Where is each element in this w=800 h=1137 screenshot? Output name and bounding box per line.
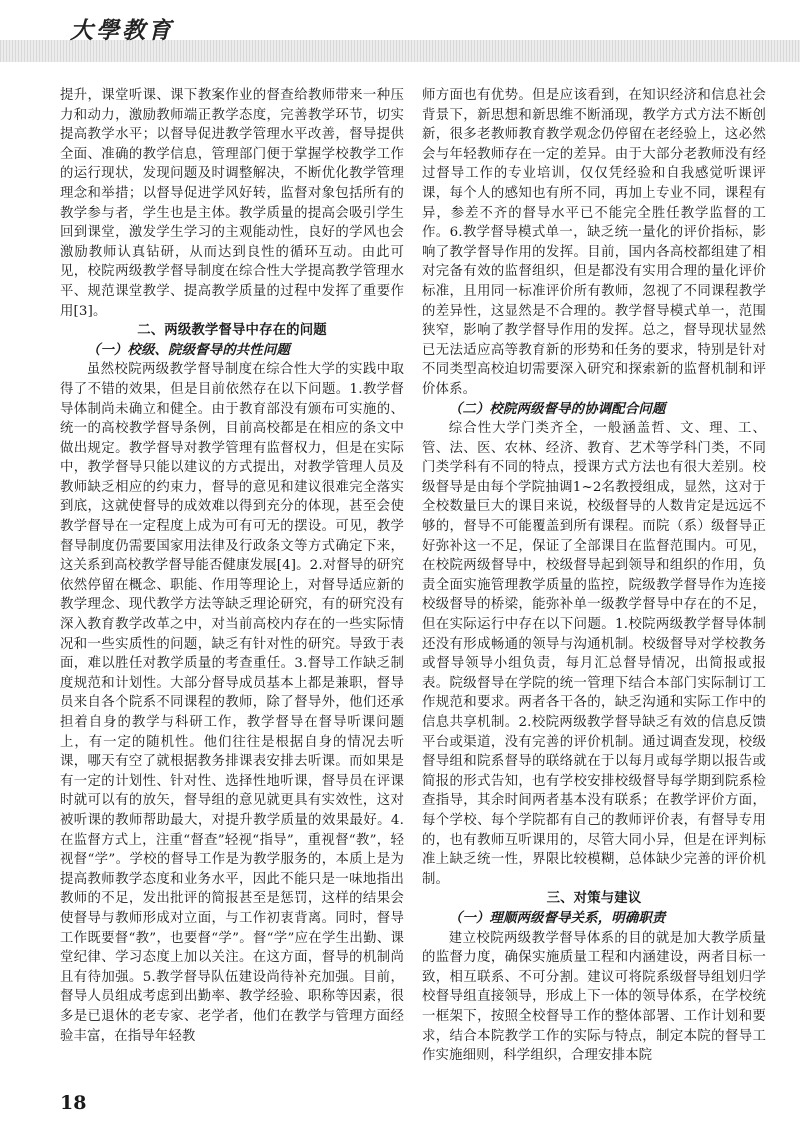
- paragraph: 虽然校院两级教学督导制度在综合性大学的实践中取得了不错的效果，但是目前依然存在以下问题。1.教学督导体制尚未确立和健全。由于教育部没有颁布可实施的、统一的高校教学督导条例，目前高校都是在相应的条文中做出规定。教学督导对教学管理有监督权力，但是在实际中，教学督导只能以建议的方式提出，对教学管理人员及教师缺乏相应的约束力，督导的意见和建议很难完全落实到底，这就使督导的成效难以得到充分的体现，甚至会使教学督导在一定程度上成为可有可无的摆设。可见，教学督导制度仍需要国家用法律及行政条文等方式确定下来，这关系到高校教学督导能否健康发展[4]。2.对督导的研究依然停留在概念、职能、作用等理论上，对督导适应新的教学理念、现代教学方法等缺乏理论研究，有的研究没有深入教育教学改革之中，对当前高校内存在的一些实际情况和一些实质性的问题，缺乏有针对性的研究。导致于表面，难以胜任对教学质量的考查重任。3.督导工作缺乏制度规范和计划性。大部分督导成员基本上都是兼职，督导员来自各个院系不同课程的教师，除了督导外，他们还承担着自身的教学与科研工作，教学督导在督导听课问题上，有一定的随机性。他们往往是根据自身的情况去听课，哪天有空了就根据教务排课表安排去听课。而如果是有一定的计划性、针对性、选择性地听课，督导员在评课时就可以有的放矢，督导组的意见就更具有实效性，这对被听课的教师帮助最大，对提升教学质量的效果最好。4.在监督方式上，注重“督查”轻视“指导”，重视督“教”，轻视督“学”。学校的督导工作是为教学服务的，本质上是为提高教师教学态度和业务水平，因此不能只是一味地指出教师的不足，发出批评的简报甚至是惩罚，这样的结果会使督导与教师形成对立面，与工作初衷背离。同时，督导工作既要督“教”，也要督“学”。督“学”应在学生出勤、课堂纪律、学习态度上加以关注。在这方面，督导的机制尚且有待加强。5.教学督导队伍建设尚待补充加强。目前，督导人员组成考虑到出勤率、教学经验、职称等因素，很多是已退休的老专家、老学者，他们在教学与管理方面经验丰富，在指导年轻教: [60, 362, 404, 1044]
- right-column: [422, 86, 766, 1066]
- section-heading: 三、对策与建议: [546, 890, 642, 907]
- paragraph: 提升，课堂听课、课下教案作业的督查给教师带来一种压力和动力，激励教师端正教学态度，完善教学环节，切实提高教学水平；以督导促进教学管理水平改善，督导提供全面、准确的教学信息，管理部门便于掌握学校教学工作的运行现状，发现问题及时调整解决，不断优化教学管理理念和举措；以督导促进学风好转，监督对象包括所有的教学参与者，学生也是主体。教学质量的提高会吸引学生回到课堂，激发学生学习的主观能动性，良好的学风也会激励教师认真钻研，从而达到良性的循环互动。由此可见，校院两级教学督导制度在综合性大学提高教学管理水平、规范课堂教学、提高教学质量的过程中发挥了重要作用[3]。: [60, 88, 404, 319]
- page-header: [0, 0, 800, 62]
- paragraph: 师方面也有优势。但是应该看到，在知识经济和信息社会背景下，新思想和新思维不断涌现，教学方式方法不断创新，很多老教师教育教学观念仍停留在老经验上，这必然会与年轻教师存在一定的差异。由于大部分老教师没有经过督导工作的专业培训，仅仅凭经验和自我感觉听课评课，每个人的感知也有所不同，再加上专业不同，课程有异，参差不齐的督导水平已不能完全胜任教学监督的工作。6.教学督导模式单一，缺乏统一量化的评价指标，影响了教学督导作用的发挥。目前，国内各高校都组建了相对完备有效的监督组织，但是都没有实用合理的量化评价标准，且用同一标准评价所有教师，忽视了不同课程教学的差异性，这显然是不合理的。教学督导模式单一，范围狭窄，影响了教学督导作用的发挥。总之，督导现状显然已无法适应高等教育新的形势和任务的要求，特别是针对不同类型高校迫切需要深入研究和探索新的监督机制和评价体系。: [422, 88, 766, 397]
- journal-title: 大學教育: [70, 17, 174, 44]
- paragraph: 建立校院两级教学督导体系的目的就是加大教学质量的监督力度，确保实施质量工程和内涵建设，两者目标一致，相互联系、不可分割。建议可将院系级督导组划归学校督导组直接领导，形成上下一体的领导体系，在学校统一框架下，按照全校督导工作的整体部署、工作计划和要求，结合本院教学工作的实际与特点，制定本院的督导工作实施细则，科学组织，合理安排本院: [422, 930, 766, 1064]
- left-column: [60, 86, 404, 1046]
- section-heading: 二、两级教学督导中存在的问题: [137, 322, 327, 339]
- page-number: 18: [60, 1092, 87, 1114]
- subsection-heading: （一）理顺两级督导关系，明确职责: [448, 909, 666, 926]
- paragraph: 综合性大学门类齐全，一般涵盖哲、文、理、工、管、法、医、农林、经济、教育、艺术等学科门类，不同门类学科有不同的特点，授课方式方法也有很大差别。校级督导是由每个学院抽调1~2名教授组成，显然，这对于全校数量巨大的课目来说，校级督导的人数肯定是远远不够的，督导不可能覆盖到所有课程。而院（系）级督导正好弥补这一不足，保证了全部课目在监督范围内。可见，在校院两级督导中，校级督导起到领导和组织的作用，负责全面实施管理教学质量的监控，院级教学督导作为连接校级督导的桥梁，能弥补单一级教学督导中存在的不足，但在实际运行中存在以下问题。1.校院两级教学督导体制还没有形成畅通的领导与沟通机制。校级督导对学校教务或督导领导小组负责，每月汇总督导情况，出简报或报表。院级督导在学院的统一管理下结合本部门实际制订工作规范和要求。两者各干各的，缺乏沟通和实际工作中的信息共享机制。2.校院两级教学督导缺乏有效的信息反馈平台或渠道，没有完善的评价机制。通过调查发现，校级督导组和院系督导的联络就在于以每月或每学期以报告或简报的形式告知，也有学校安排校级督导每学期到院系检查指导，其余时间两者基本没有联系；在教学评价方面，每个学校、每个学院都有自己的教师评价表，有督导专用的，也有教师互听课用的，尽管大同小异，但是在评判标准上缺乏统一性，界限比较模糊，总体缺少完善的评价机制。: [422, 421, 766, 887]
- subsection-heading: （二）校院两级督导的协调配合问题: [448, 400, 666, 417]
- subsection-heading: （一）校级、院级督导的共性问题: [86, 341, 290, 358]
